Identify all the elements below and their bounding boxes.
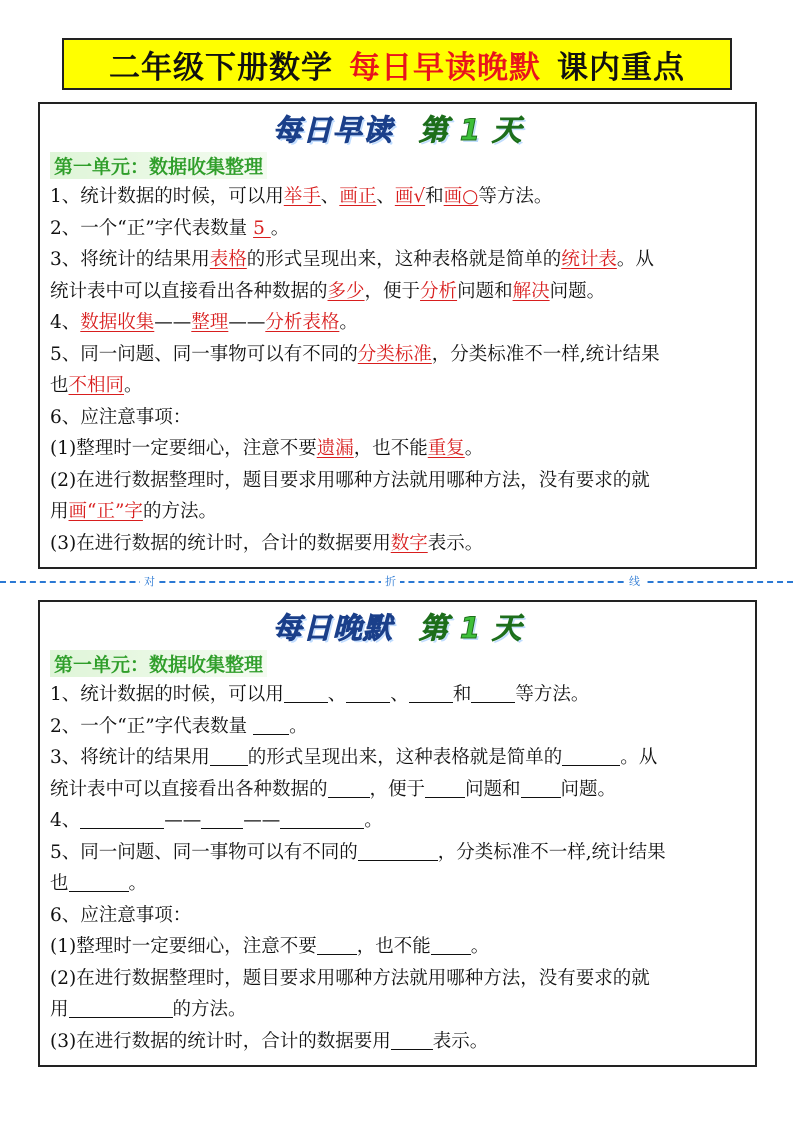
reading-line-9 [50, 433, 747, 465]
answer: 5 [253, 217, 271, 239]
dictation-line-4 [50, 774, 747, 806]
dictation-card-title [40, 606, 755, 647]
text: 1、统计数据的时候，可以用 [50, 186, 284, 207]
reading-line-12 [50, 528, 747, 560]
text: 的形式呈现出来，这种表格就是简单的 [246, 249, 562, 270]
blank[interactable] [201, 808, 243, 829]
dictation-line-9 [50, 931, 747, 963]
text: (3)在进行数据的统计时，合计的数据要用 [50, 532, 391, 554]
reading-day: 第 1 天 [418, 113, 523, 147]
answer: 遗漏 [316, 438, 354, 459]
answer: 表格 [209, 249, 247, 270]
text: 。 [270, 217, 290, 239]
reading-line-2 [50, 213, 747, 245]
text: 的方法。 [142, 501, 217, 522]
text: —— [164, 810, 202, 831]
blank[interactable] [391, 1029, 433, 1050]
reading-lines [50, 181, 747, 559]
answer: 解决 [512, 280, 550, 302]
answer: 画正 [339, 186, 377, 207]
reading-line-8: 6、应注意事项： [50, 406, 192, 428]
answer: 画√ [394, 186, 426, 207]
reading-line-7 [50, 370, 747, 402]
page-banner [62, 38, 732, 90]
answer: 数据收集 [80, 312, 155, 333]
text: 的形式呈现出来，这种表格就是简单的 [247, 747, 563, 768]
answer: 统计表 [561, 249, 617, 270]
blank[interactable] [317, 934, 357, 955]
blank[interactable] [69, 997, 173, 1018]
blank[interactable] [346, 682, 390, 703]
dictation-line-10: (2)在进行数据整理时，题目要求用哪种方法就用哪种方法，没有要求的就 [50, 967, 650, 989]
dictation-line-5 [50, 805, 747, 837]
text: ，也不能 [356, 936, 431, 957]
text: 。 [289, 715, 308, 737]
text: 统计表中可以直接看出各种数据的 [50, 778, 328, 800]
blank[interactable] [210, 745, 248, 766]
reading-line-11 [50, 496, 747, 528]
answer: 数字 [390, 532, 428, 554]
text: 、 [390, 684, 409, 705]
text: 表示。 [427, 532, 484, 554]
answer: 分析 [420, 280, 458, 302]
dictation-line-1 [50, 679, 747, 711]
reading-line-6 [50, 339, 747, 371]
reading-unit-heading: 第一单元：数据收集整理 [50, 152, 267, 179]
answer: 画○ [443, 186, 479, 207]
text: 等方法。 [478, 186, 553, 207]
text: 。 [364, 810, 383, 831]
text: 、 [327, 684, 347, 705]
text: 、 [376, 186, 395, 207]
answer: 不相同 [68, 375, 125, 396]
text: 。 [124, 375, 143, 396]
answer: 分析表格 [265, 312, 340, 333]
dictation-unit-heading: 第一单元：数据收集整理 [50, 650, 267, 677]
text: (1)整理时一定要细心，注意不要 [50, 936, 317, 957]
blank[interactable] [425, 777, 465, 798]
blank[interactable] [80, 808, 164, 829]
text: —— [228, 312, 266, 333]
banner-subject: 每日早读晚默 [349, 49, 541, 86]
fold-mark-3: 线 [625, 573, 644, 589]
answer: 画“正”字 [68, 501, 143, 522]
text: 统计表中可以直接看出各种数据的 [50, 280, 328, 302]
reading-card-title [40, 108, 755, 149]
text: ，便于 [364, 280, 421, 302]
text: 和 [425, 186, 444, 207]
text: 等方法。 [515, 684, 590, 705]
reading-line-3 [50, 244, 747, 276]
text: 。从 [616, 249, 654, 270]
reading-title: 每日早读 [272, 113, 393, 147]
text: ，分类标准不一样,统计结果 [437, 841, 666, 863]
text: 4、 [50, 810, 81, 831]
fold-mark-2: 折 [381, 573, 400, 589]
text: 问题和 [457, 280, 513, 302]
text: 。 [464, 438, 484, 459]
dictation-line-12 [50, 1026, 747, 1058]
text: 用 [50, 999, 69, 1020]
text: 也 [50, 375, 69, 396]
blank[interactable] [328, 777, 370, 798]
dictation-line-11 [50, 994, 747, 1026]
reading-line-1 [50, 181, 747, 213]
reading-line-5 [50, 307, 747, 339]
text: 的方法。 [172, 999, 247, 1020]
text: 1、统计数据的时候，可以用 [50, 684, 284, 705]
dictation-line-7 [50, 868, 747, 900]
text: 、 [320, 186, 340, 207]
blank[interactable] [471, 682, 515, 703]
blank[interactable] [280, 808, 364, 829]
text: ，便于 [369, 778, 426, 800]
text: 。 [339, 312, 358, 333]
dictation-line-3 [50, 742, 747, 774]
text: 用 [50, 501, 69, 522]
text: —— [154, 312, 192, 333]
text: 。从 [620, 747, 658, 768]
dictation-card [38, 600, 757, 1067]
blank[interactable] [284, 682, 328, 703]
text: (1)整理时一定要细心，注意不要 [50, 438, 317, 459]
blank[interactable] [521, 777, 561, 798]
fold-mark-1: 对 [140, 573, 159, 589]
text: 问题。 [549, 280, 606, 302]
text: 5、同一问题、同一事物可以有不同的 [50, 841, 358, 863]
text: 3、将统计的结果用 [50, 747, 210, 768]
reading-line-4 [50, 276, 747, 308]
dictation-lines [50, 679, 747, 1057]
text: ，也不能 [353, 438, 428, 459]
answer: 举手 [283, 186, 321, 207]
blank[interactable] [253, 714, 289, 735]
dictation-line-8: 6、应注意事项： [50, 904, 192, 926]
text: 和 [452, 684, 472, 705]
dictation-title: 每日晚默 [272, 611, 393, 645]
text: 。 [128, 873, 148, 894]
text: 3、将统计的结果用 [50, 249, 210, 270]
text: 也 [50, 873, 69, 894]
dictation-line-2 [50, 711, 747, 743]
blank[interactable] [69, 871, 129, 892]
text: 2、一个“正”字代表数量 [50, 715, 254, 737]
reading-line-10: (2)在进行数据整理时，题目要求用哪种方法就用哪种方法，没有要求的就 [50, 469, 650, 491]
reading-card [38, 102, 757, 569]
text: 。 [470, 936, 490, 957]
banner-focus: 课内重点 [557, 49, 685, 86]
blank[interactable] [358, 840, 438, 861]
answer: 多少 [327, 280, 365, 302]
text: (3)在进行数据的统计时，合计的数据要用 [50, 1030, 391, 1052]
answer: 整理 [191, 312, 229, 333]
blank[interactable] [562, 745, 620, 766]
text: 问题。 [560, 778, 617, 800]
answer: 重复 [427, 438, 465, 459]
banner-grade: 二年级下册数学 [109, 49, 333, 86]
text: 2、一个“正”字代表数量 [50, 217, 254, 239]
text: ，分类标准不一样,统计结果 [431, 343, 660, 365]
text: 4、 [50, 312, 81, 333]
answer: 分类标准 [357, 343, 432, 365]
text: 表示。 [432, 1030, 489, 1052]
text: —— [243, 810, 281, 831]
blank[interactable] [431, 934, 471, 955]
dictation-line-6 [50, 837, 747, 869]
text: 问题和 [465, 778, 521, 800]
blank[interactable] [409, 682, 453, 703]
dictation-day: 第 1 天 [418, 611, 523, 645]
text: 5、同一问题、同一事物可以有不同的 [50, 343, 358, 365]
